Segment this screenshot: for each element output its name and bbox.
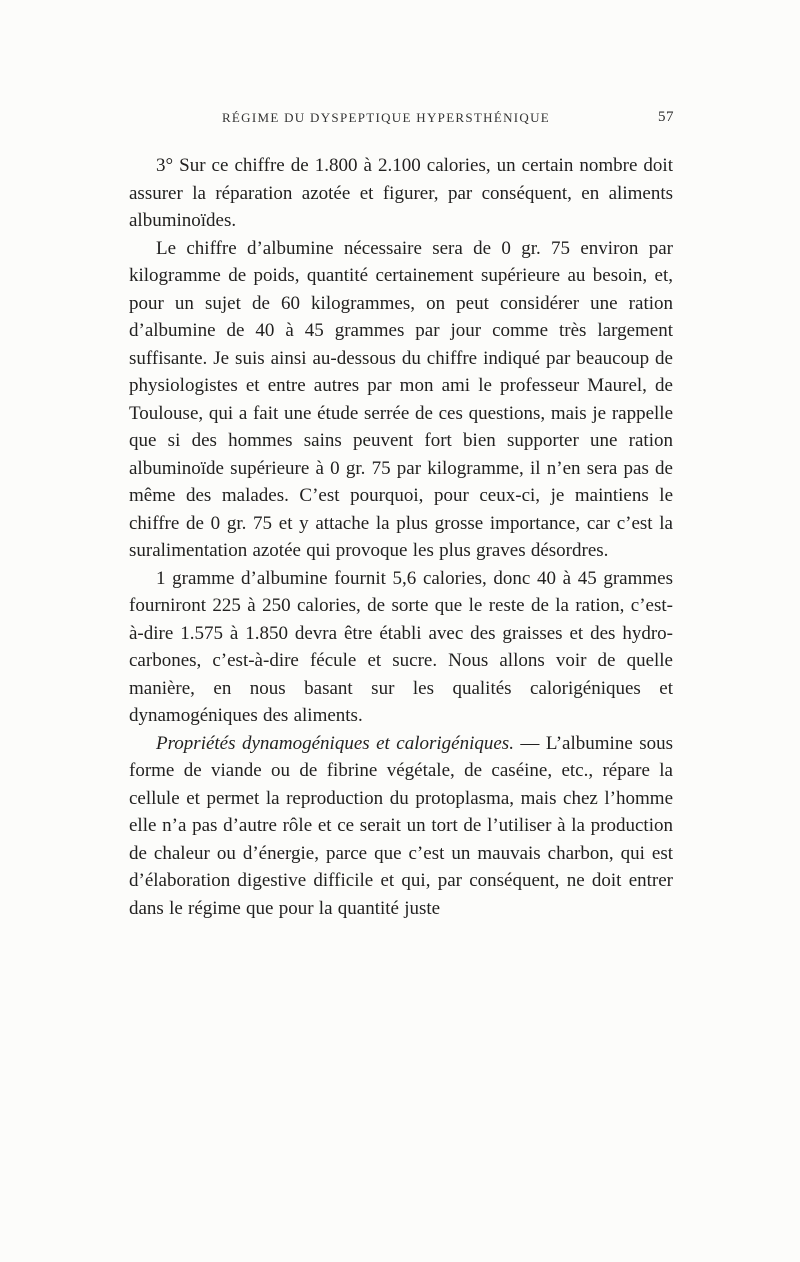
paragraph-4-italic-lead: Propriétés dynamogéniques et calorigéniques. <box>156 732 514 754</box>
paragraph-4-body: — L’albumine sous forme de viande ou de fibrine végétale, de caséine, etc., répare la cellule et permet la reproduction du protoplasma, mais chez l’homme elle n’a pas d’autre rôle et ce serait un tort de l’utiliser à la production de chaleur ou d’énergie, parce que c’est un mauvais charbon, qui est d’élaboration digestive difficile et qui, par conséquent, ne doit entrer dans le régime que pour la quantité juste <box>129 732 673 919</box>
paragraph-4 <box>129 730 673 923</box>
body-text <box>129 152 673 922</box>
running-title: RÉGIME DU DYSPEPTIQUE HYPERSTHÉNIQUE <box>221 110 551 125</box>
page-number: 57 <box>658 109 674 125</box>
paragraph-3: 1 gramme d’albumine fournit 5,6 calories, donc 40 à 45 grammes fourniront 225 à 250 calories, de sorte que le reste de la ration, c’est-à-dire 1.575 à 1.850 devra être établi avec des graisses et des hydro-carbones, c’est-à-dire fécule et sucre. Nous allons voir de quelle manière, en nous basant sur les qualités calorigéniques et dynamogéniques des aliments. <box>129 567 673 726</box>
running-header <box>128 110 674 130</box>
paragraph-1: 3° Sur ce chiffre de 1.800 à 2.100 calories, un certain nombre doit assurer la réparation azotée et figurer, par conséquent, en aliments albuminoïdes. <box>129 155 673 231</box>
paragraph-2: Le chiffre d’albumine nécessaire sera de 0 gr. 75 environ par kilogramme de poids, quantité certainement supérieure au besoin, et, pour un sujet de 60 kilogrammes, on peut considérer une ration d’albumine de 40 à 45 grammes par jour comme très largement suffisante. Je suis ainsi au-dessous du chiffre indiqué par beaucoup de physiologistes et entre autres par mon ami le professeur Maurel, de Toulouse, qui a fait une étude serrée de ces questions, mais je rappelle que si des hommes sains peuvent fort bien supporter une ration albuminoïde supérieure à 0 gr. 75 par kilogramme, il n’en sera pas de même des malades. C’est pourquoi, pour ceux-ci, je maintiens le chiffre de 0 gr. 75 et y attache la plus grosse importance, car c’est la suralimentation azotée qui provoque les plus graves désordres. <box>129 237 673 561</box>
